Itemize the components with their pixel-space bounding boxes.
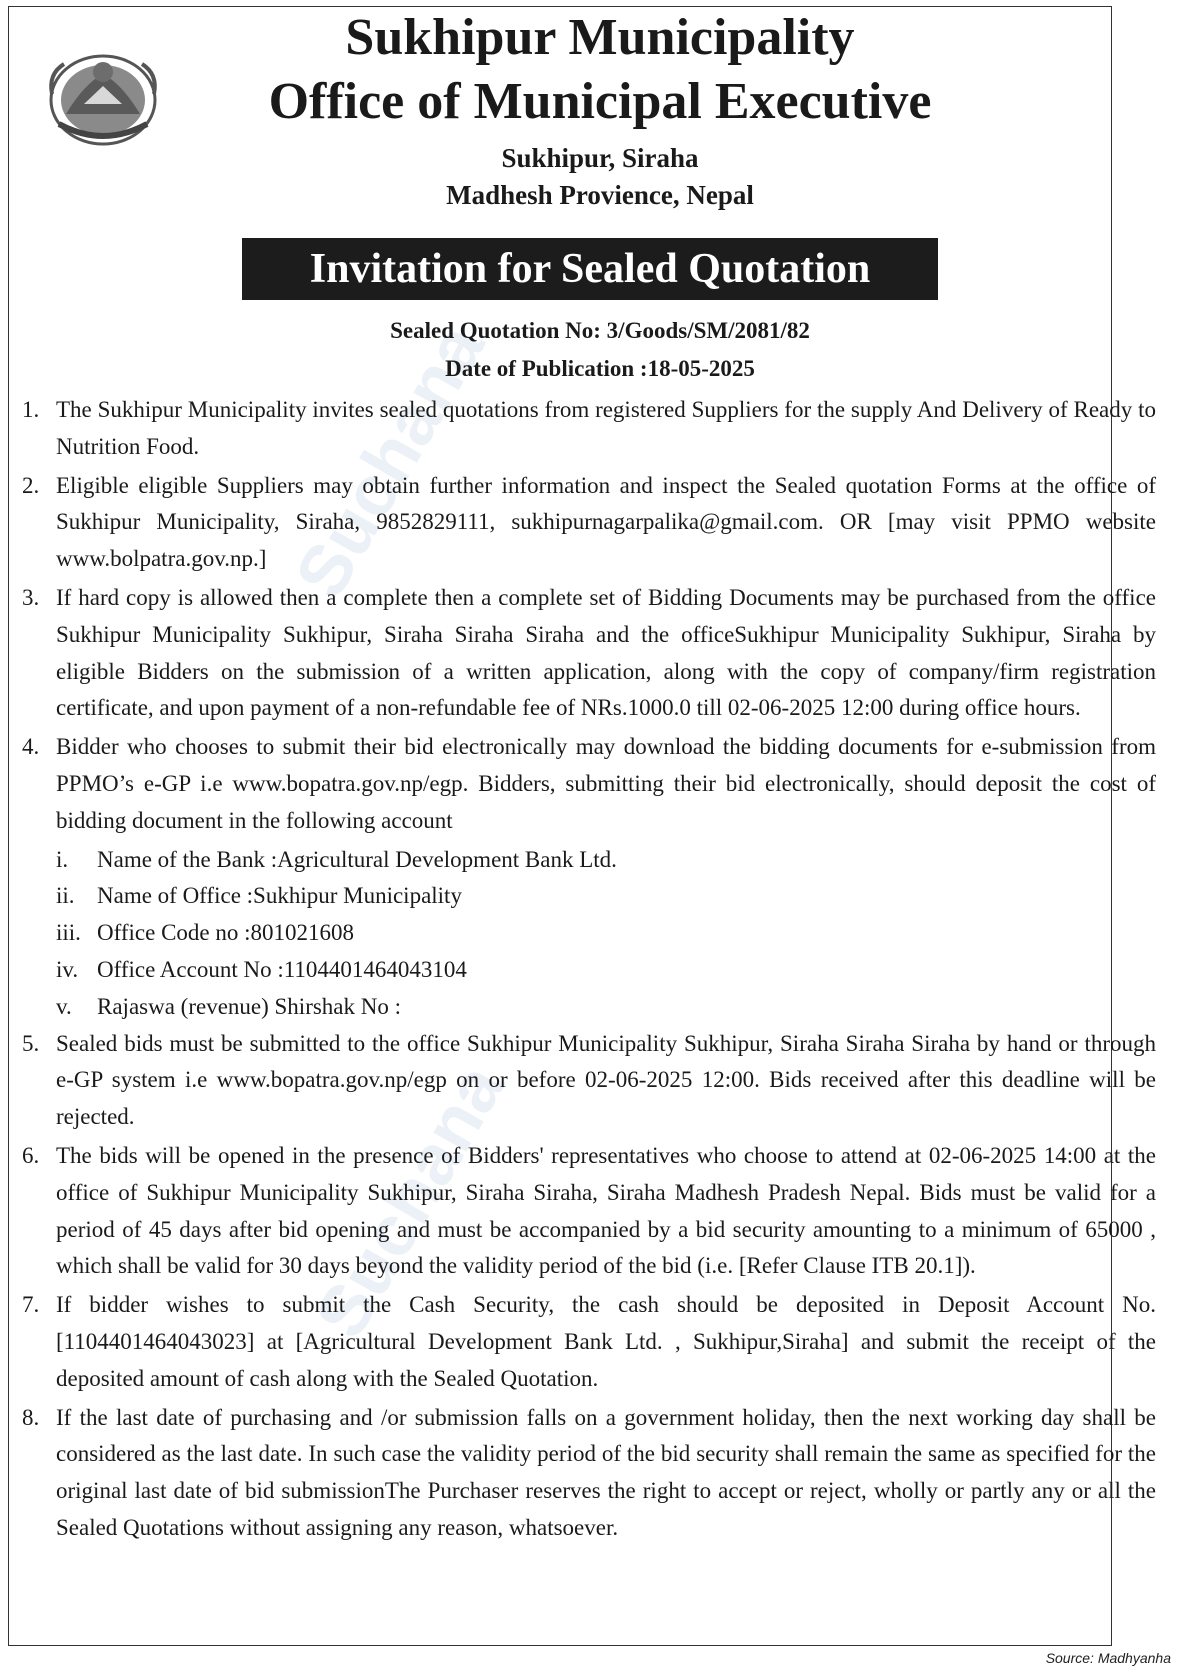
- list-item: [22, 1026, 1156, 1136]
- item-number: 6.: [22, 1142, 40, 1168]
- publication-date: Date of Publication :18-05-2025: [445, 356, 755, 381]
- item-number: 8.: [22, 1404, 40, 1430]
- list-item: [22, 468, 1156, 578]
- notice-body: [22, 392, 1156, 1549]
- bank-detail-row: [22, 842, 1156, 879]
- watermark: Suchana: [280, 311, 500, 611]
- list-item: [22, 580, 1156, 727]
- address-line-1: Sukhipur, Siraha: [501, 143, 699, 173]
- bank-detail-text: Name of Office :Sukhipur Municipality: [97, 883, 462, 909]
- bank-detail-row: [22, 878, 1156, 915]
- bank-detail-text: Name of the Bank :Agricultural Development Bank Ltd.: [97, 846, 617, 872]
- item-text: Bidder who chooses to submit their bid electronically may download the bidding documents for e-submission from PPMO’s e-GP i.e www.bopatra.gov.np/egp. Bidders, submitting their bid electronically, should deposit the cost of bidding document in the following account: [56, 734, 1156, 833]
- list-item: [22, 392, 1156, 466]
- item-text: The bids will be opened in the presence of Bidders' representatives who choose to attend at 02-06-2025 14:00 at the office of Sukhipur Municipality Sukhipur, Siraha Siraha, Siraha Madhesh Pradesh Nepal. Bids must be valid for a period of 45 days after bid opening and must be accompanied by a bid security amounting to a minimum of 65000 , which shall be valid for 30 days beyond the validity period of the bid (i.e. [Refer Clause ITB 20.1]).: [56, 1142, 1156, 1279]
- item-text: Sealed bids must be submitted to the office Sukhipur Municipality Sukhipur, Siraha Siraha Siraha by hand or through e-GP system i.e www.bopatra.gov.np/egp on or before 02-06-2025 12:00. Bids received after this deadline will be rejected.: [56, 1030, 1156, 1130]
- bank-detail-number: ii.: [56, 883, 75, 909]
- bank-detail-number: iii.: [56, 920, 81, 946]
- bank-detail-number: v.: [56, 993, 72, 1019]
- bank-detail-text: Office Account No :1104401464043104: [97, 956, 467, 982]
- list-item: [22, 729, 1156, 839]
- item-number: 4.: [22, 734, 40, 760]
- list-item: [22, 1287, 1156, 1397]
- bank-detail-number: iv.: [56, 956, 79, 982]
- bank-detail-row: [22, 952, 1156, 989]
- item-number: 3.: [22, 584, 40, 610]
- org-name: Sukhipur Municipality: [345, 9, 855, 66]
- notice-title-banner: Invitation for Sealed Quotation: [242, 238, 938, 300]
- bank-detail-row: [22, 915, 1156, 952]
- item-number: 1.: [22, 397, 40, 422]
- source-credit: Source: Madhyanha: [1045, 1650, 1171, 1666]
- item-text: If bidder wishes to submit the Cash Security, the cash should be deposited in Deposit Account No.[1104401464043023] at [Agricultural Development Bank Ltd. , Sukhipur,Siraha] and submit the receipt of the deposited amount of cash along with the Sealed Quotation.: [56, 1292, 1156, 1391]
- watermark: Suchana: [300, 1051, 520, 1351]
- bank-detail-text: Rajaswa (revenue) Shirshak No :: [97, 993, 402, 1019]
- item-text: If hard copy is allowed then a complete then a complete set of Bidding Documents may be purchased from the office Sukhipur Municipality Sukhipur, Siraha Siraha Siraha and the officeSukhipur Municipality Sukhipur, Siraha by eligible Bidders on the submission of a written application, along with the copy of company/firm registration certificate, and upon payment of a non-refundable fee of NRs.1000.0 till 02-06-2025 12:00 during office hours.: [56, 584, 1156, 721]
- bank-detail-text: Office Code no :801021608: [97, 920, 355, 946]
- bank-detail-number: i.: [56, 846, 69, 872]
- item-number: 2.: [22, 472, 40, 498]
- bank-detail-row: [22, 989, 1156, 1026]
- item-number: 5.: [22, 1030, 40, 1056]
- office-name: Office of Municipal Executive: [268, 73, 932, 130]
- nepal-government-emblem-icon: [44, 44, 162, 148]
- list-item: [22, 1138, 1156, 1285]
- item-number: 7.: [22, 1292, 40, 1318]
- item-text: The Sukhipur Municipality invites sealed quotations from registered Suppliers for the supply And Delivery of Ready to Nutrition Food.: [56, 397, 1156, 459]
- address-line-2: Madhesh Provience, Nepal: [446, 180, 754, 210]
- list-item: [22, 1400, 1156, 1547]
- item-text: Eligible eligible Suppliers may obtain further information and inspect the Sealed quotation Forms at the office of Sukhipur Municipality, Siraha, 9852829111, sukhipurnagarpalika@gmail.com. OR [may visit PPMO website www.bolpatra.gov.np.]: [56, 472, 1156, 572]
- quotation-number: Sealed Quotation No: 3/Goods/SM/2081/82: [390, 318, 810, 343]
- item-text: If the last date of purchasing and /or submission falls on a government holiday, then the next working day shall be considered as the last date. In such case the validity period of the bid security shall remain the same as specified for the original last date of bid submissionThe Purchaser reserves the right to accept or reject, wholly or partly any or all the Sealed Quotations without assigning any reason, whatsoever.: [56, 1404, 1156, 1540]
